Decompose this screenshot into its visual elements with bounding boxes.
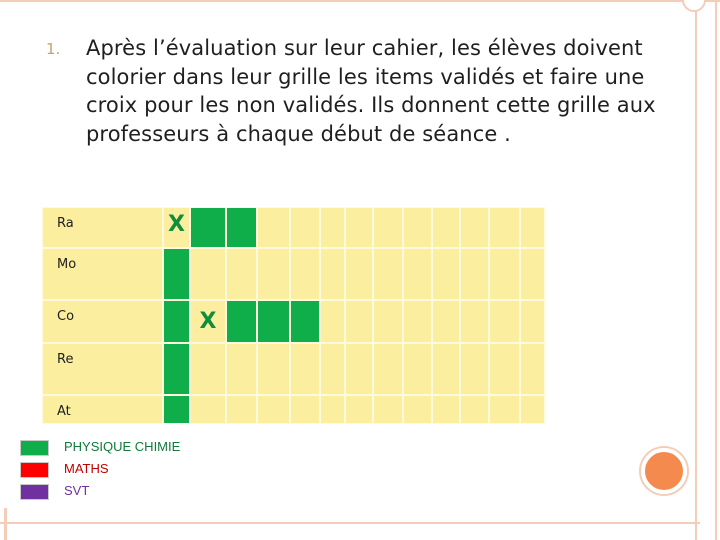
grid-cell[interactable] bbox=[489, 207, 520, 248]
grid-cell[interactable] bbox=[190, 300, 226, 343]
grid-cell[interactable] bbox=[257, 207, 290, 248]
grid-cell[interactable] bbox=[432, 343, 460, 395]
grid-row-at bbox=[42, 395, 545, 424]
grid-cell[interactable] bbox=[373, 343, 403, 395]
grid-cell[interactable] bbox=[489, 300, 520, 343]
grid-cell[interactable] bbox=[403, 300, 432, 343]
grid-cell[interactable] bbox=[403, 207, 432, 248]
grid-cell[interactable] bbox=[320, 343, 345, 395]
grid-cell[interactable] bbox=[432, 395, 460, 424]
grid-cell[interactable] bbox=[226, 343, 257, 395]
cross-mark: X bbox=[168, 212, 185, 237]
row-label-cell bbox=[42, 300, 163, 343]
grid-cell[interactable] bbox=[320, 207, 345, 248]
grid-cell[interactable] bbox=[345, 343, 373, 395]
grid-cell[interactable] bbox=[460, 343, 489, 395]
grid-cell[interactable] bbox=[373, 395, 403, 424]
grid-cell[interactable] bbox=[403, 343, 432, 395]
legend-label: MATHS bbox=[64, 461, 109, 476]
grid-cell[interactable] bbox=[489, 343, 520, 395]
row-label-cell bbox=[42, 343, 163, 395]
grid-cell[interactable] bbox=[290, 343, 320, 395]
grid-cell[interactable] bbox=[290, 248, 320, 300]
decorative-circle-orange bbox=[641, 448, 687, 494]
grid-cell[interactable] bbox=[432, 207, 460, 248]
grid-cell[interactable] bbox=[226, 248, 257, 300]
grid-cell[interactable] bbox=[520, 300, 545, 343]
grid-row-mo bbox=[42, 248, 545, 300]
grid-cell[interactable] bbox=[520, 248, 545, 300]
grid-cell[interactable] bbox=[373, 300, 403, 343]
grid-cell[interactable] bbox=[432, 300, 460, 343]
grid-cell[interactable] bbox=[345, 248, 373, 300]
grid-cell[interactable] bbox=[190, 248, 226, 300]
legend-swatch bbox=[20, 462, 49, 478]
frame-right-line bbox=[695, 0, 697, 540]
grid-cell[interactable] bbox=[163, 248, 190, 300]
frame-left-stub bbox=[4, 508, 7, 540]
grid-cell[interactable] bbox=[320, 248, 345, 300]
grid-row-co bbox=[42, 300, 545, 343]
row-label: Mo bbox=[57, 257, 77, 272]
grid-cell[interactable] bbox=[290, 395, 320, 424]
grid-cell[interactable] bbox=[163, 300, 190, 343]
grid-cell[interactable] bbox=[460, 395, 489, 424]
grid-cell[interactable] bbox=[520, 395, 545, 424]
grid-cell[interactable] bbox=[190, 395, 226, 424]
grid-cell[interactable] bbox=[345, 300, 373, 343]
grid-cell[interactable] bbox=[345, 207, 373, 248]
frame-bottom-line bbox=[0, 522, 700, 524]
grid-cell[interactable] bbox=[489, 395, 520, 424]
grid-cell[interactable] bbox=[226, 395, 257, 424]
grid-cell[interactable] bbox=[163, 207, 190, 248]
grid-cell[interactable] bbox=[290, 300, 320, 343]
decorative-circle-top bbox=[682, 0, 706, 12]
grid-cell[interactable] bbox=[373, 248, 403, 300]
grid-cell[interactable] bbox=[520, 343, 545, 395]
grid-cell[interactable] bbox=[345, 395, 373, 424]
grid-row-re bbox=[42, 343, 545, 395]
grid-cell[interactable] bbox=[163, 395, 190, 424]
grid-cell[interactable] bbox=[290, 207, 320, 248]
grid-cell[interactable] bbox=[373, 207, 403, 248]
legend-swatch bbox=[20, 484, 49, 500]
grid-cell[interactable] bbox=[489, 248, 520, 300]
list-number: 1. bbox=[46, 40, 61, 58]
cross-mark: X bbox=[199, 309, 217, 334]
grid-cell[interactable] bbox=[432, 248, 460, 300]
grid-cell[interactable] bbox=[190, 207, 226, 248]
grid-cell[interactable] bbox=[257, 395, 290, 424]
frame-top-line bbox=[0, 0, 720, 2]
row-label-cell bbox=[42, 207, 163, 248]
grid-cell[interactable] bbox=[460, 248, 489, 300]
grid-cell[interactable] bbox=[403, 395, 432, 424]
row-label: Re bbox=[57, 352, 74, 367]
grid-row-ra bbox=[42, 207, 545, 248]
row-label: Co bbox=[57, 309, 75, 324]
grid-cell[interactable] bbox=[257, 343, 290, 395]
grid-cell[interactable] bbox=[403, 248, 432, 300]
grid-cell[interactable] bbox=[226, 207, 257, 248]
grid-cell[interactable] bbox=[257, 300, 290, 343]
frame-right-line-outer bbox=[715, 0, 717, 540]
grid-cell[interactable] bbox=[460, 300, 489, 343]
row-label-cell bbox=[42, 248, 163, 300]
grid-cell[interactable] bbox=[520, 207, 545, 248]
legend-swatch bbox=[20, 440, 49, 456]
instruction-paragraph: Après l’évaluation sur leur cahier, les élèves doivent colorier dans leur grille les items validés et faire une croix pour les non validés. Ils donnent cette grille aux professeurs à chaque début de séance . bbox=[86, 36, 656, 146]
grid-cell[interactable] bbox=[226, 300, 257, 343]
grid-cell[interactable] bbox=[320, 300, 345, 343]
grid-cell[interactable] bbox=[460, 207, 489, 248]
grid-cell[interactable] bbox=[257, 248, 290, 300]
row-label: Ra bbox=[57, 216, 74, 231]
grid-cell[interactable] bbox=[163, 343, 190, 395]
grid-cell[interactable] bbox=[190, 343, 226, 395]
row-label: At bbox=[57, 404, 71, 419]
row-label-cell bbox=[42, 395, 163, 424]
legend-label: SVT bbox=[64, 483, 90, 498]
legend-label: PHYSIQUE CHIMIE bbox=[64, 439, 181, 454]
grid-cell[interactable] bbox=[320, 395, 345, 424]
